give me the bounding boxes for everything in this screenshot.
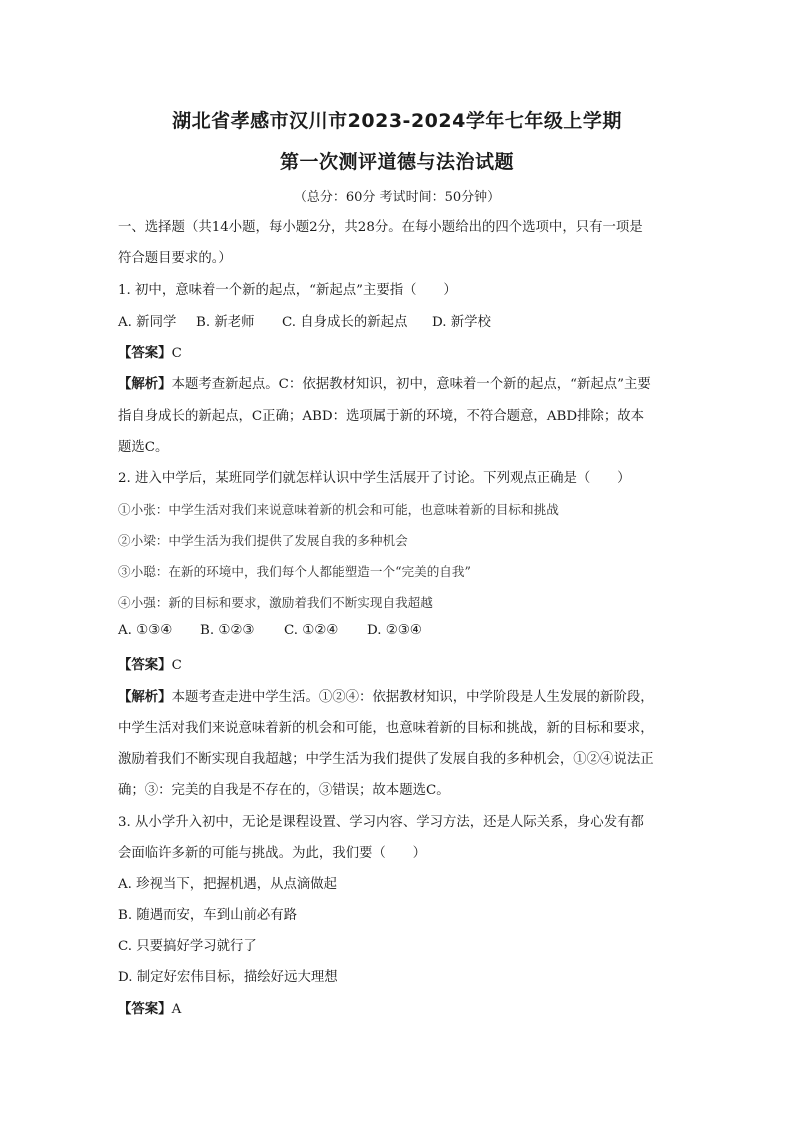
- q2-analysis-line-3: 激励着我们不断实现自我超越；中学生活为我们提供了发展自我的多种机会，①②④说法正: [118, 752, 654, 767]
- q3-stem-line-1: 3. 从小学升入初中，无论是课程设置、学习内容、学习方法，还是人际关系，身心发有都: [118, 815, 644, 830]
- q2-option-c: C. ①②④: [284, 623, 339, 638]
- section-header-line-1: 一、选择题（共14小题，每小题2分，共28分。在每小题给出的四个选项中，只有一项是: [118, 220, 643, 235]
- q3-answer: [118, 998, 181, 1017]
- q1-option-a: A. 新同学: [118, 315, 177, 330]
- q3-option-a: A. 珍视当下，把握机遇，从点滴做起: [118, 877, 338, 892]
- answer-value: C: [171, 658, 182, 673]
- q3-option-b: B. 随遇而安，车到山前必有路: [118, 908, 298, 923]
- answer-label: 【答案】: [118, 346, 172, 361]
- q2-analysis-line-2: 中学生活对我们来说意味着新的机会和可能，也意味着新的目标和挑战，新的目标和要求，: [118, 721, 654, 736]
- q1-stem: 1. 初中，意味着一个新的起点，“新起点”主要指（ ）: [118, 283, 457, 298]
- q2-option-a: A. ①③④: [118, 623, 173, 638]
- q3-option-d: D. 制定好宏伟目标，描绘好远大理想: [118, 970, 338, 985]
- q2-options: [118, 623, 422, 638]
- q3-option-c: C. 只要搞好学习就行了: [118, 939, 257, 954]
- analysis-label: 【解析】: [118, 690, 172, 705]
- q2-stem: 2. 进入中学后，某班同学们就怎样认识中学生活展开了讨论。下列观点正确是（ ）: [118, 471, 631, 486]
- q1-analysis-line-1: [118, 373, 651, 392]
- q2-answer: [118, 654, 182, 673]
- q1-answer: [118, 342, 182, 361]
- answer-label: 【答案】: [118, 1002, 172, 1017]
- title-line-1: 湖北省孝感市汉川市2023-2024学年七年级上学期: [172, 110, 622, 132]
- q3-stem-line-2: 会面临许多新的可能与挑战。为此，我们要（ ）: [118, 846, 426, 861]
- q1-analysis-line-3: 题选C。: [118, 440, 169, 455]
- section-header-line-2: 符合题目要求的。）: [118, 251, 232, 266]
- q2-analysis-line-4: 确；③：完美的自我是不存在的，③错误；故本题选C。: [118, 783, 450, 798]
- q2-option-b: B. ①②③: [200, 623, 255, 638]
- exam-meta: （总分：60分 考试时间：50分钟）: [293, 190, 501, 205]
- analysis-text: 本题考查走进中学生活。①②④：依据教材知识，中学阶段是人生发展的新阶段，: [171, 690, 654, 705]
- analysis-label: 【解析】: [118, 377, 172, 392]
- answer-label: 【答案】: [118, 658, 172, 673]
- q1-option-c: C. 自身成长的新起点: [282, 315, 408, 330]
- q2-statement-2: ②小梁：中学生活为我们提供了发展自我的多种机会: [118, 533, 408, 548]
- answer-value: C: [171, 346, 182, 361]
- q1-option-d: D. 新学校: [432, 315, 491, 330]
- q1-options: [118, 311, 491, 330]
- q2-statement-3: ③小聪：在新的环境中，我们每个人都能塑造一个“完美的自我”: [118, 564, 471, 579]
- q2-option-d: D. ②③④: [367, 623, 422, 638]
- q1-analysis-line-2: 指自身成长的新起点，C正确；ABD：选项属于新的环境，不符合题意，ABD排除；故本: [118, 409, 645, 424]
- q2-statement-1: ①小张：中学生活对我们来说意味着新的机会和可能，也意味着新的目标和挑战: [118, 502, 559, 517]
- analysis-text: 本题考查新起点。C：依据教材知识，初中，意味着一个新的起点，“新起点”主要: [171, 377, 651, 392]
- answer-value: A: [171, 1002, 182, 1017]
- q1-option-b: B. 新老师: [196, 315, 255, 330]
- q2-statement-4: ④小强：新的目标和要求，激励着我们不断实现自我超越: [118, 595, 433, 610]
- title-line-2: 第一次测评道德与法治试题: [279, 151, 514, 173]
- q2-analysis-line-1: [118, 686, 654, 705]
